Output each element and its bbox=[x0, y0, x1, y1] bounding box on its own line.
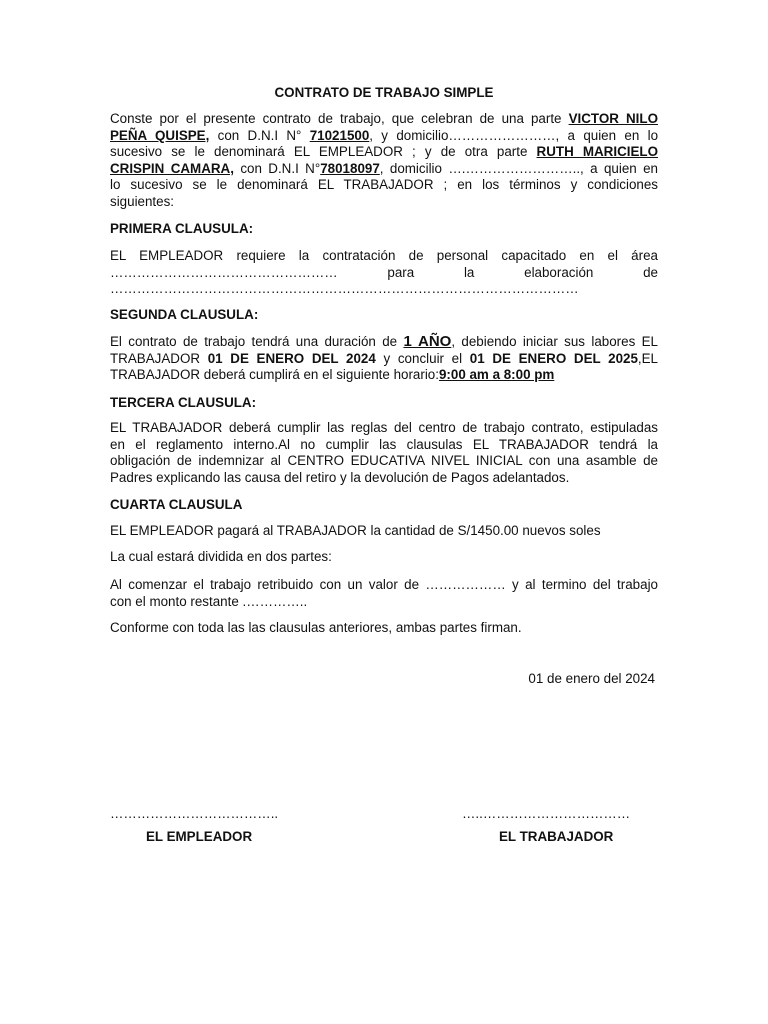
payment-split-text: La cual estará dividida en dos partes: bbox=[110, 549, 332, 564]
agreement-text: Conforme con toda las las clausulas anteriores, ambas partes firman. bbox=[110, 620, 522, 635]
segunda-line-3: TRABAJADOR deberá cumplirá en el siguiente horario:9:00 am a 8:00 pm bbox=[110, 367, 555, 383]
document-title: CONTRATO DE TRABAJO SIMPLE bbox=[274, 85, 494, 100]
employer-first-name: VICTOR NILO bbox=[568, 111, 658, 126]
primera-heading: PRIMERA CLAUSULA: bbox=[110, 221, 254, 236]
intro-line-3: sucesivo se le denominará EL EMPLEADOR ; y de otra parte RUTH MARICIELO bbox=[110, 144, 658, 160]
segunda-heading: SEGUNDA CLAUSULA: bbox=[110, 307, 259, 322]
intro-line-2: PEÑA QUISPE, con D.N.I N° 71021500, y domicilio……………………, a quien en lo bbox=[110, 127, 659, 143]
tercera-line-2: en el reglamento interno.Al no cumplir las clausulas EL TRABAJADOR tendrá la bbox=[110, 436, 658, 452]
primera-line-2: …………………………………………… para la elaboración de bbox=[110, 264, 658, 280]
primera-line-1: EL EMPLEADOR requiere la contratación de personal capacitado en el área bbox=[110, 248, 658, 263]
primera-paragraph bbox=[110, 248, 658, 298]
intro-line-5: lo sucesivo se le denominará EL TRABAJADOR ; en los términos y condiciones bbox=[110, 177, 658, 193]
payment-parts-line-1: Al comenzar el trabajo retribuido con un valor de ……………… y al termino del trabajo bbox=[110, 577, 658, 592]
worker-last-name: CRISPIN CAMARA, bbox=[110, 160, 234, 176]
worker-first-name: RUTH MARICIELO bbox=[536, 144, 658, 160]
intro-line-4: CRISPIN CAMARA, con D.N.I N°78018097, domicilio ….…………………….., a quien en bbox=[110, 160, 659, 176]
intro-line-6: siguientes: bbox=[110, 193, 175, 209]
employer-signature-line: ……………………………….. bbox=[110, 806, 279, 821]
segunda-line-1: El contrato de trabajo tendrá una duración de 1 AÑO, debiendo iniciar sus labores EL bbox=[110, 333, 658, 350]
end-date: 01 DE ENERO DEL 2025 bbox=[469, 350, 638, 366]
worker-dni: 78018097 bbox=[320, 160, 380, 176]
worker-signature-label: EL TRABAJADOR bbox=[499, 829, 614, 844]
worker-signature-line: …..…………………………… bbox=[462, 806, 631, 821]
tercera-heading: TERCERA CLAUSULA: bbox=[110, 395, 257, 410]
contract-date: 01 de enero del 2024 bbox=[528, 671, 655, 686]
payment-parts-paragraph bbox=[110, 577, 658, 610]
employer-signature-label: EL EMPLEADOR bbox=[146, 829, 253, 844]
employer-last-name: PEÑA QUISPE, bbox=[110, 127, 210, 143]
primera-line-3: …………………………………………………………………………………………… bbox=[110, 281, 579, 297]
tercera-paragraph bbox=[110, 420, 658, 486]
cuarta-heading: CUARTA CLAUSULA bbox=[110, 497, 243, 512]
tercera-line-1: EL TRABAJADOR deberá cumplir las reglas del centro de trabajo contrato, estipuladas bbox=[110, 420, 658, 435]
segunda-line-2: TRABAJADOR 01 DE ENERO DEL 2024 y concluir el 01 DE ENERO DEL 2025,EL bbox=[110, 350, 659, 366]
intro-line-1: Conste por el presente contrato de trabajo, que celebran de una parte VICTOR NILO bbox=[110, 111, 658, 126]
segunda-paragraph bbox=[110, 334, 658, 384]
payment-parts-line-2: con el monto restante .………….. bbox=[110, 593, 308, 609]
tercera-line-3: obligación de indemnizar al CENTRO EDUCATIVA NIVEL INICIAL con una asamble de bbox=[110, 453, 658, 469]
employer-dni: 71021500 bbox=[309, 127, 370, 143]
work-schedule: 9:00 am a 8:00 pm bbox=[438, 367, 555, 383]
start-date: 01 DE ENERO DEL 2024 bbox=[207, 350, 376, 366]
intro-paragraph bbox=[110, 111, 658, 211]
contract-duration: 1 AÑO bbox=[403, 333, 452, 350]
tercera-line-4: Padres explicando las causa del retiro y la devolución de Pagos adelantados. bbox=[110, 469, 570, 485]
payment-amount-text: EL EMPLEADOR pagará al TRABAJADOR la cantidad de S/1450.00 nuevos soles bbox=[110, 523, 601, 538]
